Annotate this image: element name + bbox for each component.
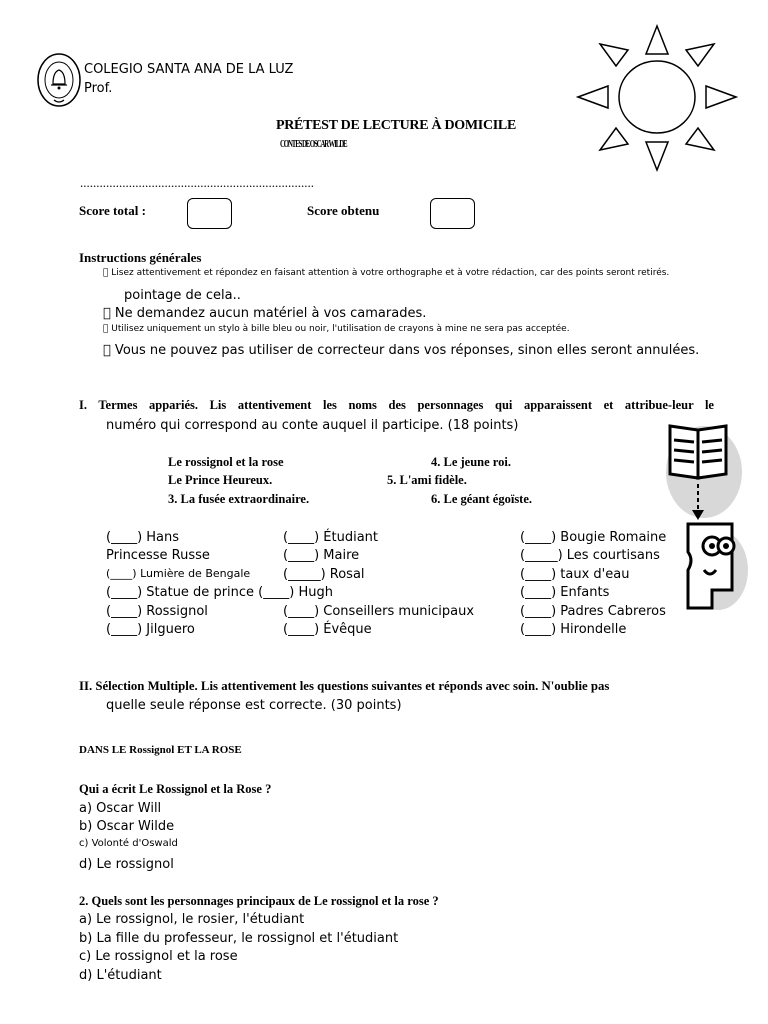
instruction-item: Utilisez uniquement un stylo à bille bleu ou noir, l'utilisation de crayons à mine ne sera pas acceptée.: [103, 324, 562, 334]
name-line: ........................................................................: [80, 175, 314, 190]
story-item: Le Prince Heureux.: [168, 473, 273, 487]
match-item: (____) Enfants: [520, 585, 610, 600]
question-option: c) Le rossignol et la rose: [79, 949, 238, 964]
reading-clipart-icon: [664, 420, 750, 612]
section2-subheading: DANS LE Rossignol ET LA ROSE: [79, 744, 242, 756]
section1-heading: I. Termes appariés. Lis attentivement les noms des personnages qui apparaissent et attribue-leur le: [79, 398, 714, 412]
match-item: (____) Jilguero: [106, 622, 195, 637]
story-item: 6. Le géant égoïste.: [431, 492, 533, 506]
question-option: a) Oscar Will: [79, 801, 162, 816]
match-item: Princesse Russe: [106, 548, 210, 563]
instruction-item: Ne demandez aucun matériel à vos camarades.: [103, 306, 415, 321]
match-item: (____) Statue de prince (____) Hugh: [106, 585, 333, 600]
school-name: COLEGIO SANTA ANA DE LA LUZ: [84, 62, 294, 77]
section2-heading: II. Sélection Multiple. Lis attentivement les questions suivantes et réponds avec soin. N'oublie pas: [79, 679, 610, 693]
question-option: a) Le rossignol, le rosier, l'étudiant: [79, 912, 305, 927]
match-item: (____) Hirondelle: [520, 622, 627, 637]
match-item: (____) Rossignol: [106, 604, 208, 619]
section2-heading-cont: quelle seule réponse est correcte. (30 points): [106, 698, 402, 713]
score-obtained-box[interactable]: [430, 198, 475, 229]
match-item: (_____) Les courtisans: [520, 548, 660, 563]
score-obtained-label: Score obtenu: [307, 203, 380, 218]
story-item: Le rossignol et la rose: [168, 455, 284, 469]
match-item: (____) Conseillers municipaux: [283, 604, 475, 619]
match-item: (____) Étudiant: [283, 530, 378, 545]
question-option: d) L'étudiant: [79, 968, 162, 983]
match-item: (____) taux d'eau: [520, 567, 630, 582]
score-total-label: Score total :: [79, 203, 146, 218]
question-text: Qui a écrit Le Rossignol et la Rose ?: [79, 782, 272, 796]
match-item: (____) Padres Cabreros: [520, 604, 666, 619]
question-option: b) Oscar Wilde: [79, 819, 175, 834]
question-option: b) La fille du professeur, le rossignol et l'étudiant: [79, 931, 399, 946]
page-title: PRÉTEST DE LECTURE À DOMICILE: [276, 118, 516, 133]
match-item: (____) Hans: [106, 530, 180, 545]
match-item: (____) Maire: [283, 548, 360, 563]
question-text: 2. Quels sont les personnages principaux de Le rossignol et la rose ?: [79, 894, 439, 908]
page-subtitle: CONTES DE OSCAR WILDE: [280, 138, 347, 150]
instructions-heading: Instructions générales: [79, 250, 202, 265]
instruction-item-cont: pointage de cela..: [124, 288, 241, 303]
match-item: (____) Bougie Romaine: [520, 530, 667, 545]
section1-heading-cont: numéro qui correspond au conte auquel il participe. (18 points): [106, 418, 519, 433]
school-seal-logo: [36, 52, 82, 110]
question-option: d) Le rossignol: [79, 857, 174, 872]
prof-label: Prof.: [84, 81, 113, 96]
match-item: (____) Évêque: [283, 622, 372, 637]
instruction-item: Vous ne pouvez pas utiliser de correcteur dans vos réponses, sinon elles seront annulées.: [103, 343, 688, 358]
score-total-box[interactable]: [187, 198, 232, 229]
instruction-item: Lisez attentivement et répondez en faisant attention à votre orthographe et à votre rédaction, car des points seront retirés.: [103, 268, 662, 278]
story-item: 4. Le jeune roi.: [431, 455, 511, 469]
match-item: (____) Lumière de Bengale: [106, 567, 251, 580]
question-option: c) Volonté d'Oswald: [79, 838, 178, 849]
match-item: (_____) Rosal: [283, 567, 365, 582]
story-item: 5. L'ami fidèle.: [387, 473, 467, 487]
sun-icon: [576, 24, 738, 174]
story-item: 3. La fusée extraordinaire.: [168, 492, 310, 506]
